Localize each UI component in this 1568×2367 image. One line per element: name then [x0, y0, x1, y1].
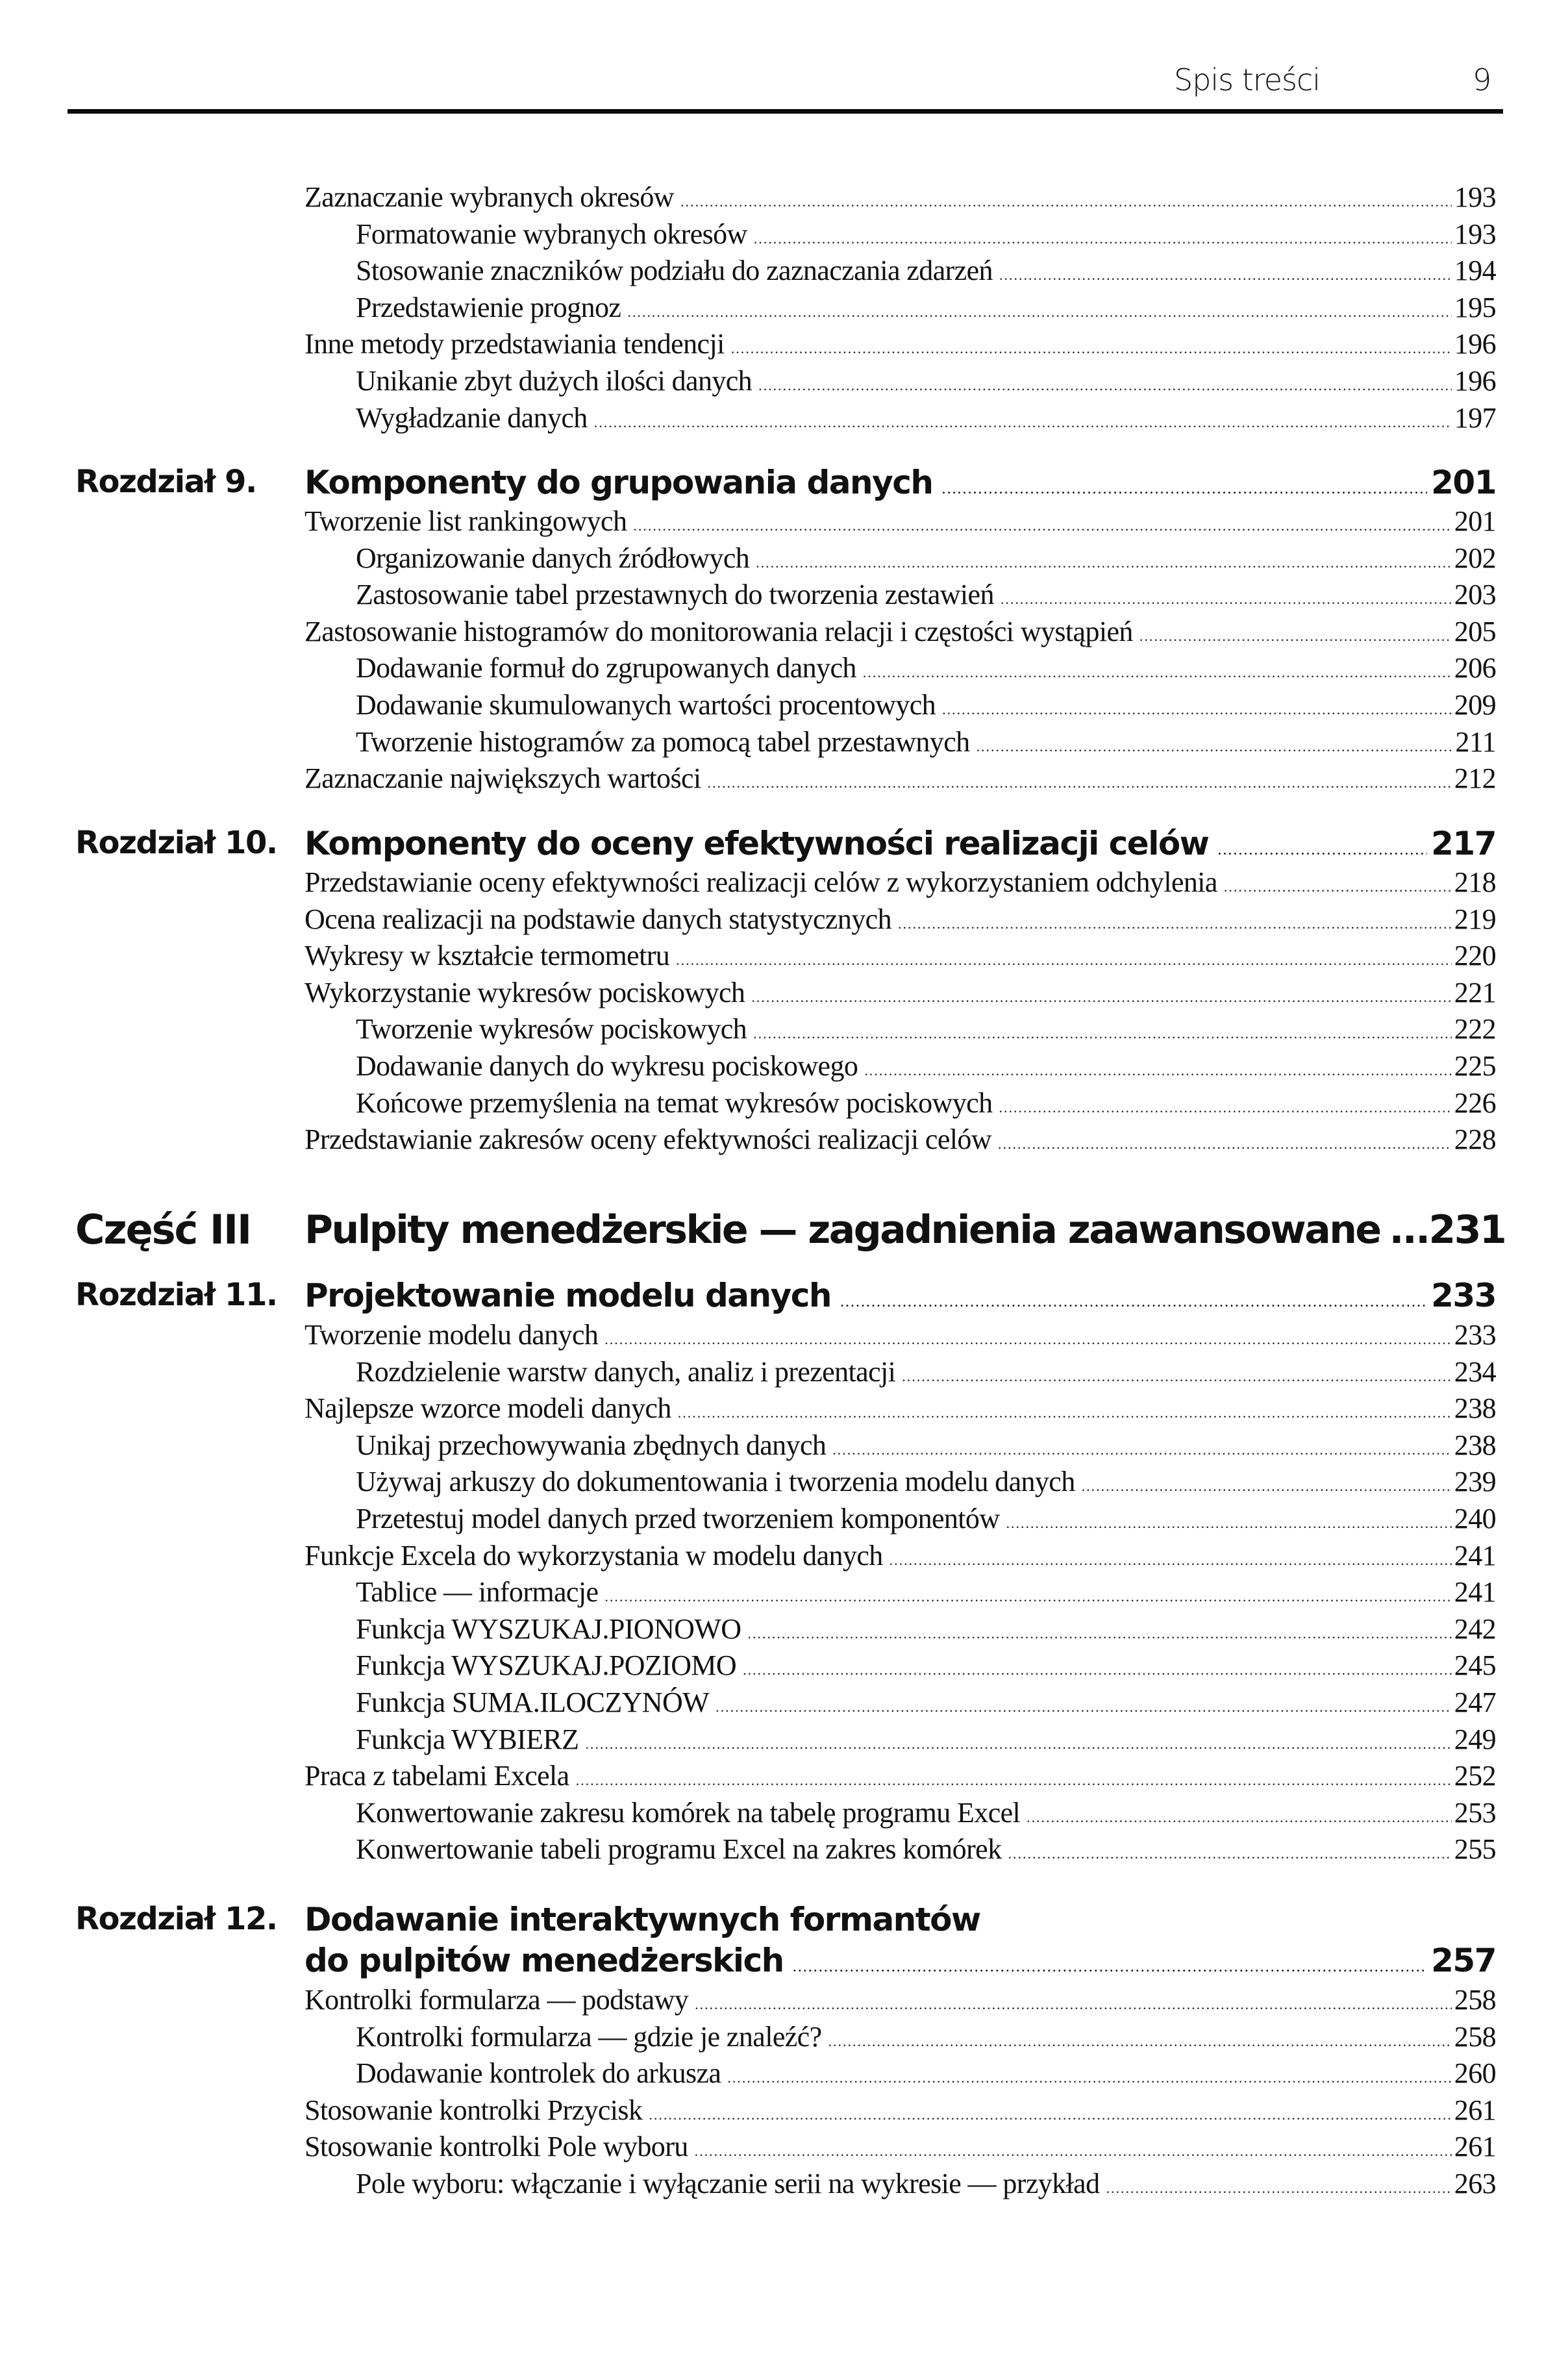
toc-entry-title: Tworzenie wykresów pociskowych — [356, 1013, 747, 1046]
toc-entry[interactable] — [356, 725, 1496, 764]
running-title: Spis treści — [1174, 62, 1321, 97]
chapter-heading[interactable] — [305, 1940, 1496, 1987]
toc-entry-page: 205 — [1454, 615, 1496, 647]
dot-leader — [758, 369, 1452, 403]
toc-entry[interactable] — [356, 578, 1496, 616]
header-rule — [68, 109, 1503, 114]
toc-entry-page: 258 — [1454, 2020, 1496, 2053]
chapter-heading[interactable] — [305, 462, 1496, 509]
chapter-title-line2: do pulpitów menedżerskich — [305, 1942, 784, 1979]
chapter-page: 201 — [1431, 464, 1496, 501]
toc-entry-page: 201 — [1454, 505, 1496, 537]
toc-entry-page: 240 — [1454, 1503, 1496, 1534]
dot-leader — [828, 2025, 1452, 2059]
chapter-heading[interactable] — [305, 823, 1496, 870]
toc-entry[interactable] — [356, 1465, 1496, 1503]
dot-leader — [649, 2098, 1451, 2132]
toc-entry-page: 260 — [1454, 2057, 1496, 2090]
toc-entry-page: 241 — [1454, 1539, 1496, 1572]
dot-leader — [1106, 2172, 1452, 2205]
toc-entry-title: Funkcja WYSZUKAJ.PIONOWO — [356, 1612, 741, 1645]
toc-entry-title: Tablice — informacje — [356, 1576, 599, 1609]
toc-entry-title: Pole wyboru: włączanie i wyłączanie serii na wykresie — przykład — [356, 2168, 1100, 2199]
toc-entry-page: 238 — [1454, 1392, 1496, 1425]
toc-entry-title: Zastosowanie tabel przestawnych do tworzenia zestawień — [356, 579, 994, 611]
dot-leader — [890, 1544, 1452, 1577]
toc-entry-page: 261 — [1454, 2131, 1496, 2163]
dot-leader — [754, 222, 1452, 256]
toc-entry[interactable] — [305, 939, 1496, 977]
toc-entry[interactable] — [305, 1759, 1496, 1797]
dot-leader — [695, 2135, 1452, 2168]
dot-leader — [864, 1054, 1452, 1088]
toc-entry[interactable] — [356, 401, 1496, 440]
toc-entry-title: Wykresy w kształcie termometru — [305, 940, 670, 972]
toc-entry[interactable] — [356, 1686, 1496, 1724]
toc-entry[interactable] — [356, 254, 1496, 292]
toc-entry-title: Tworzenie list rankingowych — [305, 505, 627, 537]
toc-entry-page: 203 — [1454, 579, 1496, 611]
dot-leader — [1139, 620, 1452, 653]
toc-entry[interactable] — [356, 1355, 1496, 1394]
dot-leader — [627, 295, 1451, 329]
toc-entry-page: 249 — [1454, 1723, 1496, 1755]
toc-entry-title: Zaznaczanie wybranych okresów — [305, 181, 674, 213]
toc-entry[interactable] — [356, 291, 1496, 329]
toc-entry-title: Najlepsze wzorce modeli danych — [305, 1392, 671, 1425]
dot-leader — [680, 185, 1452, 219]
dot-leader — [1006, 1507, 1452, 1540]
toc-entry[interactable] — [305, 1539, 1496, 1577]
toc-entry-title: Stosowanie kontrolki Przycisk — [305, 2094, 643, 2126]
toc-entry-page: 255 — [1454, 1833, 1496, 1866]
dot-leader — [998, 1127, 1452, 1161]
toc-entry[interactable] — [356, 1723, 1496, 1761]
toc-entry-page: 218 — [1454, 866, 1496, 898]
chapter-label: Rozdział 10. — [75, 825, 277, 861]
toc-entry-title: Dodawanie skumulowanych wartości procentowych — [356, 689, 936, 721]
toc-entry[interactable] — [356, 2167, 1496, 2205]
toc-entry-page: 238 — [1454, 1429, 1496, 1461]
toc-entry-page: 221 — [1454, 976, 1496, 1008]
toc-entry-page: 261 — [1454, 2094, 1496, 2126]
toc-entry[interactable] — [356, 1575, 1496, 1614]
toc-entry-title: Konwertowanie tabeli programu Excel na zakres komórek — [356, 1833, 1002, 1866]
toc-entry-page: 226 — [1454, 1086, 1496, 1119]
toc-entry-page: 245 — [1454, 1649, 1496, 1682]
toc-entry-page: 206 — [1454, 652, 1496, 684]
toc-entry-title: Formatowanie wybranych okresów — [356, 218, 747, 250]
dot-leader — [1082, 1470, 1452, 1503]
dot-leader — [751, 981, 1451, 1014]
toc-entry-page: 212 — [1454, 762, 1496, 795]
toc-entry-page: 241 — [1454, 1576, 1496, 1609]
toc-entry[interactable] — [305, 181, 1496, 219]
toc-entry-page: 220 — [1454, 940, 1496, 972]
toc-entry[interactable] — [305, 505, 1496, 543]
chapter-label: Rozdział 12. — [75, 1901, 277, 1937]
toc-entry-page: 196 — [1454, 328, 1496, 360]
dot-leader — [1008, 1837, 1451, 1871]
chapter-label: Rozdział 9. — [75, 464, 256, 500]
dot-leader — [747, 1617, 1451, 1651]
dot-leader — [731, 332, 1452, 366]
toc-entry[interactable] — [356, 1612, 1496, 1651]
toc-entry-title: Funkcja WYSZUKAJ.POZIOMO — [356, 1649, 737, 1682]
toc-entry[interactable] — [305, 1318, 1496, 1357]
toc-entry-page: 247 — [1454, 1686, 1496, 1718]
chapter-heading[interactable] — [305, 1275, 1496, 1322]
toc-entry[interactable] — [305, 762, 1496, 800]
toc-entry-page: 193 — [1454, 181, 1496, 213]
toc-entry[interactable] — [305, 615, 1496, 653]
toc-entry[interactable] — [356, 1833, 1496, 1871]
toc-entry[interactable] — [356, 1502, 1496, 1540]
part-label: Część III — [75, 1206, 251, 1253]
toc-entry[interactable] — [356, 1429, 1496, 1467]
toc-entry-page: 228 — [1454, 1123, 1496, 1156]
toc-entry[interactable] — [356, 364, 1496, 403]
toc-entry-title: Funkcja SUMA.ILOCZYNÓW — [356, 1686, 710, 1718]
toc-entry-page: 219 — [1454, 903, 1496, 935]
chapter-title: Komponenty do grupowania danych — [305, 464, 933, 501]
dot-leader — [941, 469, 1427, 509]
part-heading[interactable] — [305, 1206, 1506, 1254]
toc-entry[interactable] — [356, 651, 1496, 690]
toc-entry[interactable] — [305, 1123, 1496, 1161]
dot-leader — [576, 1764, 1452, 1797]
toc-entry-page: 195 — [1454, 291, 1496, 323]
toc-entry[interactable] — [356, 2057, 1496, 2095]
chapter-page: 217 — [1431, 825, 1496, 862]
toc-entry-page: 242 — [1454, 1612, 1496, 1645]
dot-leader — [863, 656, 1452, 690]
toc-entry-page: 209 — [1454, 689, 1496, 721]
toc-entry-title: Przedstawianie oceny efektywności realizacji celów z wykorzystaniem odchylenia — [305, 866, 1217, 898]
toc-entry-title: Konwertowanie zakresu komórek na tabelę programu Excel — [356, 1796, 1021, 1829]
toc-entry-title: Praca z tabelami Excela — [305, 1760, 569, 1792]
toc-entry-page: 239 — [1454, 1466, 1496, 1498]
chapter-title: Komponenty do oceny efektywności realizacji celów — [305, 825, 1209, 862]
toc-entry-title: Przedstawianie zakresów oceny efektywności realizacji celów — [305, 1123, 991, 1156]
page-number: 9 — [1473, 62, 1492, 97]
toc-entry-page: 252 — [1454, 1760, 1496, 1792]
part-title: Pulpity menedżerskie — zagadnienia zaawansowane — [305, 1207, 1380, 1253]
toc-entry-page: 225 — [1454, 1050, 1496, 1082]
dot-leader — [604, 1323, 1452, 1357]
chapter-title-line1[interactable]: Dodawanie interaktywnych formantów — [305, 1901, 980, 1938]
toc-entry-title: Funkcja WYBIERZ — [356, 1723, 579, 1755]
toc-entry-title: Funkcje Excela do wykorzystania w modelu danych — [305, 1539, 883, 1572]
dot-leader — [999, 1091, 1451, 1125]
dot-leader — [1001, 582, 1452, 616]
dot-leader — [708, 766, 1452, 800]
dot-leader — [753, 1017, 1452, 1051]
dot-leader — [727, 2061, 1451, 2095]
toc-entry-title: Kontrolki formularza — podstawy — [305, 1984, 689, 2016]
toc-entry[interactable] — [305, 1983, 1496, 2022]
toc-entry[interactable] — [305, 903, 1496, 941]
toc-entry[interactable] — [305, 327, 1496, 366]
toc-entry[interactable] — [356, 1796, 1496, 1835]
dot-leader — [942, 693, 1452, 727]
toc-entry-title: Tworzenie modelu danych — [305, 1319, 599, 1351]
dot-leader — [633, 509, 1451, 543]
toc-entry-title: Stosowanie znaczników podziału do zaznaczania zdarzeń — [356, 255, 993, 287]
toc-entry-page: 196 — [1454, 365, 1496, 397]
toc-entry[interactable] — [356, 1049, 1496, 1088]
dot-leader — [999, 258, 1452, 292]
toc-entry-title: Tworzenie histogramów za pomocą tabel przestawnych — [356, 725, 970, 758]
toc-entry-page: 194 — [1454, 255, 1496, 287]
chapter-page: 233 — [1431, 1277, 1496, 1314]
toc-entry-page: 253 — [1454, 1796, 1496, 1829]
toc-entry[interactable] — [305, 976, 1496, 1014]
toc-entry-page: 202 — [1454, 542, 1496, 574]
toc-entry-page: 211 — [1455, 725, 1496, 758]
toc-entry-title: Dodawanie kontrolek do arkusza — [356, 2057, 721, 2090]
part-page: 231 — [1428, 1207, 1506, 1253]
toc-entry-title: Ocena realizacji na podstawie danych statystycznych — [305, 903, 891, 935]
toc-entry-title: Przetestuj model danych przed tworzeniem komponentów — [356, 1503, 1000, 1534]
toc-entry-title: Wygładzanie danych — [356, 401, 588, 434]
chapter-label: Rozdział 11. — [75, 1277, 277, 1313]
toc-entry[interactable] — [356, 1086, 1496, 1125]
dot-leader — [604, 1580, 1451, 1614]
dot-leader — [743, 1653, 1452, 1687]
toc-entry-title: Przedstawienie prognoz — [356, 291, 621, 323]
chapter-title: Projektowanie modelu danych — [305, 1277, 831, 1314]
page-header — [0, 0, 1568, 117]
dot-leader — [1224, 870, 1452, 904]
toc-entry[interactable] — [305, 1392, 1496, 1430]
toc-entry-title: Wykorzystanie wykresów pociskowych — [305, 976, 745, 1008]
dot-leader — [977, 730, 1453, 764]
toc-entry[interactable] — [356, 688, 1496, 727]
dot-leader — [678, 1396, 1452, 1430]
dot-leader — [716, 1690, 1452, 1724]
dot-leader — [898, 907, 1452, 941]
dot-leader — [902, 1360, 1452, 1394]
toc-entry-page: 234 — [1454, 1355, 1496, 1388]
toc-entry[interactable] — [305, 866, 1496, 904]
dot-leader — [832, 1433, 1452, 1467]
toc-entry-title: Zastosowanie histogramów do monitorowania relacji i częstości wystąpień — [305, 615, 1133, 647]
toc-entry-title: Dodawanie danych do wykresu pociskowego — [356, 1050, 858, 1082]
dot-leader: ... — [1389, 1207, 1429, 1253]
toc-entry-page: 193 — [1454, 218, 1496, 250]
dot-leader — [840, 1282, 1427, 1322]
toc-entry-page: 233 — [1454, 1319, 1496, 1351]
toc-entry-title: Dodawanie formuł do zgrupowanych danych — [356, 652, 856, 684]
toc-entry-title: Unikanie zbyt dużych ilości danych — [356, 365, 753, 397]
chapter-page: 257 — [1431, 1942, 1496, 1979]
dot-leader — [594, 406, 1452, 440]
dot-leader — [1027, 1801, 1452, 1835]
toc-entry[interactable] — [305, 2094, 1496, 2132]
toc-entry[interactable] — [356, 1649, 1496, 1687]
toc-entry-title: Unikaj przechowywania zbędnych danych — [356, 1429, 827, 1461]
toc-entry-title: Używaj arkuszy do dokumentowania i tworzenia modelu danych — [356, 1466, 1075, 1498]
toc-entry-page: 222 — [1454, 1013, 1496, 1046]
toc-entry-title: Organizowanie danych źródłowych — [356, 542, 750, 574]
dot-leader — [756, 546, 1452, 580]
dot-leader — [676, 944, 1452, 977]
toc-entry-page: 197 — [1454, 401, 1496, 434]
toc-entry-page: 258 — [1454, 1984, 1496, 2016]
toc-entry-title: Inne metody przedstawiania tendencji — [305, 328, 725, 360]
toc-entry-page: 263 — [1454, 2168, 1496, 2199]
dot-leader — [695, 1988, 1452, 2022]
toc-entry-title: Końcowe przemyślenia na temat wykresów pociskowych — [356, 1086, 993, 1119]
dot-leader — [793, 1947, 1427, 1987]
toc-entry-title: Rozdzielenie warstw danych, analiz i prezentacji — [356, 1355, 896, 1388]
dot-leader — [1217, 830, 1427, 870]
toc-entry[interactable] — [305, 2130, 1496, 2168]
dot-leader — [585, 1727, 1451, 1761]
toc-entry-title: Kontrolki formularza — gdzie je znaleźć? — [356, 2020, 822, 2053]
toc-entry[interactable] — [356, 218, 1496, 256]
toc-entry-title: Zaznaczanie największych wartości — [305, 762, 701, 795]
toc-entry-title: Stosowanie kontrolki Pole wyboru — [305, 2131, 688, 2163]
toc-entry[interactable] — [356, 1012, 1496, 1051]
toc-entry[interactable] — [356, 2020, 1496, 2059]
toc-entry[interactable] — [356, 542, 1496, 580]
